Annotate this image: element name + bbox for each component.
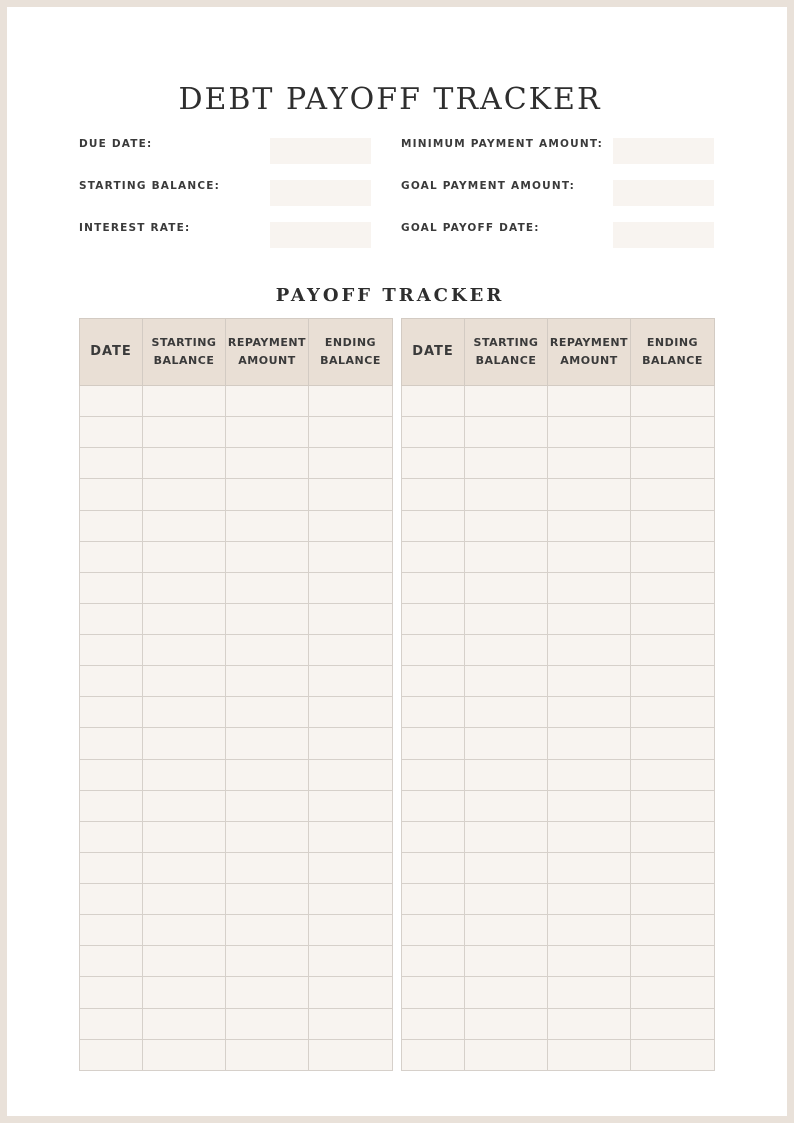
date-cell[interactable] [80,884,143,915]
ending-balance-cell[interactable] [631,977,715,1008]
date-cell[interactable] [80,821,143,852]
table-header-row [402,319,715,386]
date-cell[interactable] [80,510,143,541]
repayment-amount-cell[interactable] [226,852,309,883]
starting-balance-cell[interactable] [465,635,548,666]
repayment-amount-cell[interactable] [548,603,631,634]
date-cell[interactable] [402,977,465,1008]
table-row [402,603,715,634]
table-row [402,852,715,883]
date-cell[interactable] [80,790,143,821]
date-cell[interactable] [402,1039,465,1070]
starting-balance-cell[interactable] [465,510,548,541]
table-row [402,417,715,448]
column-header-text: BALANCE [475,354,537,367]
table-row [80,915,393,946]
starting-balance-cell[interactable] [143,852,226,883]
column-header-repayment-amount [548,319,631,386]
ending-balance-cell[interactable] [631,666,715,697]
date-cell[interactable] [402,417,465,448]
starting-balance-cell[interactable] [143,417,226,448]
date-cell[interactable] [80,448,143,479]
minimum-payment-field[interactable] [613,138,714,164]
payoff-table-left [79,318,393,1071]
table-row [80,946,393,977]
date-cell[interactable] [80,635,143,666]
ending-balance-cell[interactable] [631,448,715,479]
ending-balance-cell[interactable] [309,759,393,790]
interest-rate-field[interactable] [270,222,371,248]
starting-balance-cell[interactable] [143,510,226,541]
table-row [80,417,393,448]
repayment-amount-cell[interactable] [548,790,631,821]
starting-balance-cell[interactable] [143,603,226,634]
table-row [80,821,393,852]
date-cell[interactable] [402,635,465,666]
ending-balance-cell[interactable] [309,510,393,541]
ending-balance-cell[interactable] [631,884,715,915]
column-header-starting-balance [143,319,226,386]
starting-balance-cell[interactable] [465,386,548,417]
column-header-repayment-amount [226,319,309,386]
table-row [402,728,715,759]
table-row [402,479,715,510]
table-row [80,759,393,790]
ending-balance-cell[interactable] [631,946,715,977]
repayment-amount-cell[interactable] [226,635,309,666]
starting-balance-field[interactable] [270,180,371,206]
ending-balance-cell[interactable] [309,541,393,572]
starting-balance-cell[interactable] [465,541,548,572]
repayment-amount-cell[interactable] [226,572,309,603]
date-cell[interactable] [80,1008,143,1039]
repayment-amount-cell[interactable] [226,666,309,697]
repayment-amount-cell[interactable] [226,541,309,572]
repayment-amount-cell[interactable] [226,448,309,479]
repayment-amount-cell[interactable] [548,479,631,510]
goal-payment-field[interactable] [613,180,714,206]
repayment-amount-cell[interactable] [548,666,631,697]
ending-balance-cell[interactable] [631,572,715,603]
repayment-amount-cell[interactable] [548,572,631,603]
repayment-amount-cell[interactable] [226,759,309,790]
goal-payoff-date-field[interactable] [613,222,714,248]
ending-balance-cell[interactable] [309,852,393,883]
table-header-row [80,319,393,386]
ending-balance-cell[interactable] [631,915,715,946]
ending-balance-cell[interactable] [631,1008,715,1039]
starting-balance-cell[interactable] [143,821,226,852]
starting-balance-cell[interactable] [465,603,548,634]
date-cell[interactable] [402,666,465,697]
repayment-amount-cell[interactable] [548,759,631,790]
starting-balance-cell[interactable] [143,541,226,572]
ending-balance-cell[interactable] [631,510,715,541]
repayment-amount-cell[interactable] [226,977,309,1008]
repayment-amount-cell[interactable] [548,697,631,728]
repayment-amount-cell[interactable] [226,790,309,821]
repayment-amount-cell[interactable] [226,946,309,977]
table-row [402,666,715,697]
starting-balance-cell[interactable] [465,1039,548,1070]
table-row [80,603,393,634]
repayment-amount-cell[interactable] [548,1039,631,1070]
starting-balance-cell[interactable] [465,884,548,915]
goal-payoff-date-label: GOAL PAYOFF DATE: [401,222,540,234]
date-cell[interactable] [80,479,143,510]
repayment-amount-cell[interactable] [226,1039,309,1070]
ending-balance-cell[interactable] [309,603,393,634]
ending-balance-cell[interactable] [309,635,393,666]
starting-balance-cell[interactable] [143,790,226,821]
date-cell[interactable] [402,603,465,634]
column-header-text: REPAYMENT [549,336,629,349]
starting-balance-cell[interactable] [143,479,226,510]
ending-balance-cell[interactable] [631,541,715,572]
starting-balance-cell[interactable] [143,386,226,417]
date-cell[interactable] [402,852,465,883]
table-row [80,790,393,821]
repayment-amount-cell[interactable] [226,386,309,417]
table-row [402,946,715,977]
table-row [402,1039,715,1070]
ending-balance-cell[interactable] [309,884,393,915]
table-row [80,697,393,728]
table-row [80,977,393,1008]
date-cell[interactable] [80,417,143,448]
column-header-date [80,319,143,386]
table-row [402,977,715,1008]
table-row [402,915,715,946]
ending-balance-cell[interactable] [309,386,393,417]
date-cell[interactable] [80,697,143,728]
date-cell[interactable] [80,1039,143,1070]
date-cell[interactable] [80,386,143,417]
goal-payment-label: GOAL PAYMENT AMOUNT: [401,180,576,192]
date-cell[interactable] [80,603,143,634]
repayment-amount-cell[interactable] [548,510,631,541]
ending-balance-cell[interactable] [309,666,393,697]
date-cell[interactable] [402,884,465,915]
starting-balance-label: STARTING BALANCE: [79,180,220,192]
table-row [80,1008,393,1039]
repayment-amount-cell[interactable] [226,884,309,915]
column-header-ending-balance [309,319,393,386]
starting-balance-cell[interactable] [143,666,226,697]
date-cell[interactable] [80,666,143,697]
column-header-date-text: DATE [412,344,454,359]
starting-balance-cell[interactable] [143,1008,226,1039]
table-row [402,884,715,915]
table-row [80,510,393,541]
ending-balance-cell[interactable] [309,821,393,852]
column-header-text: BALANCE [153,354,215,367]
ending-balance-cell[interactable] [631,790,715,821]
starting-balance-cell[interactable] [465,915,548,946]
ending-balance-cell[interactable] [309,977,393,1008]
starting-balance-cell[interactable] [465,666,548,697]
starting-balance-cell[interactable] [143,448,226,479]
table-row [80,1039,393,1070]
date-cell[interactable] [402,946,465,977]
starting-balance-cell[interactable] [465,417,548,448]
repayment-amount-cell[interactable] [548,417,631,448]
table-row [402,790,715,821]
repayment-amount-cell[interactable] [548,915,631,946]
table-row [402,510,715,541]
starting-balance-cell[interactable] [465,759,548,790]
table-row [80,635,393,666]
column-header-text: REPAYMENT [227,336,307,349]
date-cell[interactable] [80,977,143,1008]
repayment-amount-cell[interactable] [548,821,631,852]
ending-balance-cell[interactable] [631,386,715,417]
column-header-text: AMOUNT [560,354,618,367]
starting-balance-cell[interactable] [143,1039,226,1070]
repayment-amount-cell[interactable] [548,852,631,883]
repayment-amount-cell[interactable] [226,697,309,728]
ending-balance-cell[interactable] [631,635,715,666]
repayment-amount-cell[interactable] [226,915,309,946]
date-cell[interactable] [402,697,465,728]
repayment-amount-cell[interactable] [226,821,309,852]
column-header-text: STARTING [473,336,539,349]
ending-balance-cell[interactable] [631,417,715,448]
starting-balance-cell[interactable] [143,635,226,666]
date-cell[interactable] [80,572,143,603]
interest-rate-label: INTEREST RATE: [79,222,191,234]
starting-balance-cell[interactable] [143,697,226,728]
table-row [402,541,715,572]
ending-balance-cell[interactable] [309,572,393,603]
date-cell[interactable] [402,541,465,572]
starting-balance-cell[interactable] [143,977,226,1008]
repayment-amount-cell[interactable] [548,448,631,479]
ending-balance-cell[interactable] [631,603,715,634]
column-header-date-text: DATE [90,344,132,359]
table-row [402,635,715,666]
starting-balance-cell[interactable] [143,572,226,603]
ending-balance-cell[interactable] [309,728,393,759]
repayment-amount-cell[interactable] [226,728,309,759]
date-cell[interactable] [80,852,143,883]
repayment-amount-cell[interactable] [226,603,309,634]
repayment-amount-cell[interactable] [226,417,309,448]
table-row [402,448,715,479]
starting-balance-cell[interactable] [143,915,226,946]
ending-balance-cell[interactable] [309,915,393,946]
table-row [80,386,393,417]
repayment-amount-cell[interactable] [548,884,631,915]
table-row [80,884,393,915]
ending-balance-cell[interactable] [631,759,715,790]
ending-balance-cell[interactable] [309,479,393,510]
ending-balance-cell[interactable] [631,728,715,759]
date-cell[interactable] [402,759,465,790]
column-header-starting-balance [465,319,548,386]
repayment-amount-cell[interactable] [226,1008,309,1039]
repayment-amount-cell[interactable] [548,386,631,417]
table-row [402,821,715,852]
ending-balance-cell[interactable] [309,697,393,728]
date-cell[interactable] [402,479,465,510]
ending-balance-cell[interactable] [309,1008,393,1039]
column-header-text: BALANCE [320,354,381,367]
date-cell[interactable] [402,728,465,759]
starting-balance-cell[interactable] [143,946,226,977]
due-date-field[interactable] [270,138,371,164]
date-cell[interactable] [402,1008,465,1039]
date-cell[interactable] [80,759,143,790]
date-cell[interactable] [402,572,465,603]
column-header-date [402,319,465,386]
tracker-title: PAYOFF TRACKER [275,285,505,306]
repayment-amount-cell[interactable] [548,728,631,759]
starting-balance-cell[interactable] [143,728,226,759]
column-header-text: STARTING [151,336,217,349]
ending-balance-cell[interactable] [631,697,715,728]
date-cell[interactable] [80,728,143,759]
table-row [80,448,393,479]
column-header-text: BALANCE [642,354,703,367]
starting-balance-cell[interactable] [465,572,548,603]
table-row [80,572,393,603]
table-row [402,759,715,790]
date-cell[interactable] [402,915,465,946]
table-row [402,572,715,603]
starting-balance-cell[interactable] [465,946,548,977]
column-header-ending-balance [631,319,715,386]
table-row [80,479,393,510]
starting-balance-cell[interactable] [465,1008,548,1039]
repayment-amount-cell[interactable] [548,1008,631,1039]
table-row [80,728,393,759]
starting-balance-cell[interactable] [465,852,548,883]
date-cell[interactable] [402,790,465,821]
ending-balance-cell[interactable] [309,790,393,821]
date-cell[interactable] [402,510,465,541]
repayment-amount-cell[interactable] [226,510,309,541]
date-cell[interactable] [80,915,143,946]
starting-balance-cell[interactable] [465,448,548,479]
table-row [402,1008,715,1039]
table-row [80,541,393,572]
starting-balance-cell[interactable] [465,821,548,852]
starting-balance-cell[interactable] [465,790,548,821]
table-row [402,697,715,728]
ending-balance-cell[interactable] [309,1039,393,1070]
payoff-table-right [401,318,715,1071]
date-cell[interactable] [80,946,143,977]
starting-balance-cell[interactable] [465,728,548,759]
minimum-payment-label: MINIMUM PAYMENT AMOUNT: [401,138,604,150]
ending-balance-cell[interactable] [631,479,715,510]
date-cell[interactable] [80,541,143,572]
ending-balance-cell[interactable] [631,821,715,852]
date-cell[interactable] [402,448,465,479]
date-cell[interactable] [402,386,465,417]
starting-balance-cell[interactable] [465,697,548,728]
table-row [402,386,715,417]
table-row [80,852,393,883]
ending-balance-cell[interactable] [631,852,715,883]
starting-balance-cell[interactable] [465,479,548,510]
column-header-text: ENDING [324,336,377,349]
page-title: DEBT PAYOFF TRACKER [178,82,602,117]
ending-balance-cell[interactable] [309,448,393,479]
due-date-label: DUE DATE: [79,138,153,150]
starting-balance-cell[interactable] [143,759,226,790]
table-row [80,666,393,697]
repayment-amount-cell[interactable] [548,541,631,572]
date-cell[interactable] [402,821,465,852]
ending-balance-cell[interactable] [309,946,393,977]
starting-balance-cell[interactable] [143,884,226,915]
column-header-text: AMOUNT [238,354,296,367]
ending-balance-cell[interactable] [631,1039,715,1070]
starting-balance-cell[interactable] [465,977,548,1008]
repayment-amount-cell[interactable] [548,946,631,977]
repayment-amount-cell[interactable] [548,635,631,666]
column-header-text: ENDING [646,336,699,349]
ending-balance-cell[interactable] [309,417,393,448]
repayment-amount-cell[interactable] [548,977,631,1008]
repayment-amount-cell[interactable] [226,479,309,510]
